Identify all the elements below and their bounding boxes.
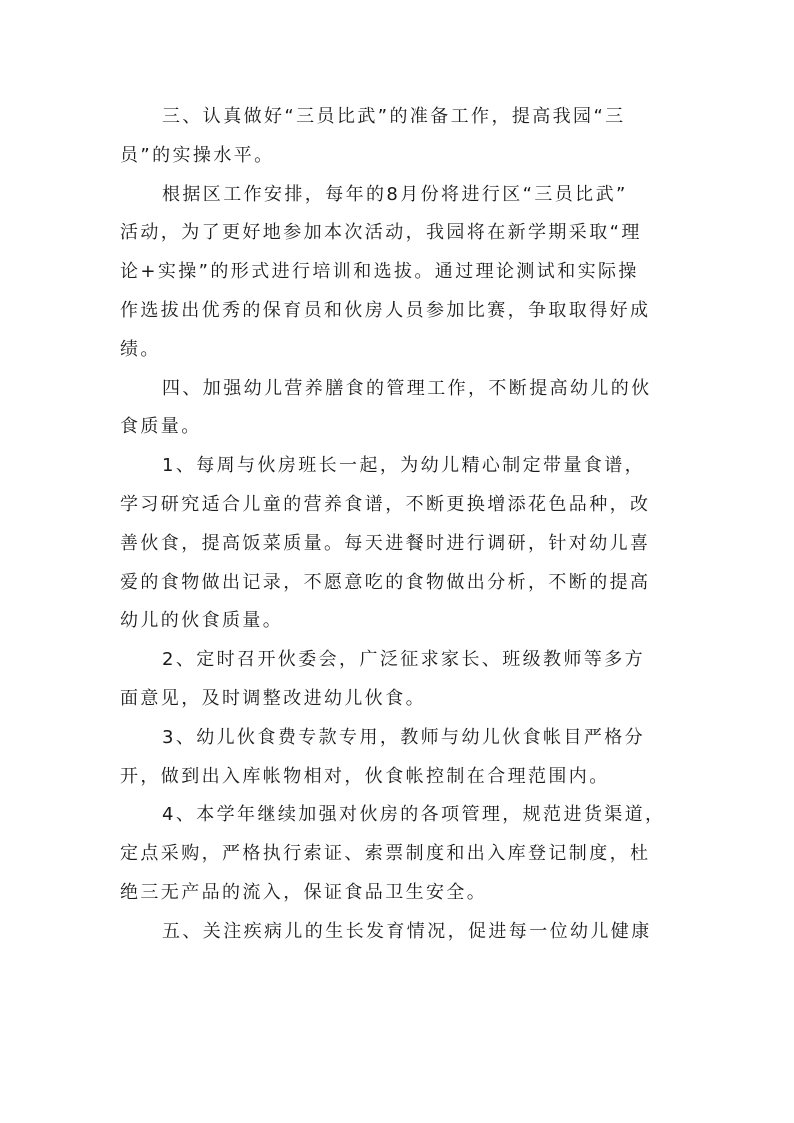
section-5-heading-line-1: 五、关注疾病儿的生长发育情况，促进每一位幼儿健康	[162, 920, 652, 942]
item-1-line-3: 善伙食，提高饭菜质量。每天进餐时进行调研，针对幼儿喜	[120, 532, 651, 554]
section-4-heading-line-1: 四、加强幼儿营养膳食的管理工作，不断提高幼儿的伙	[162, 377, 652, 399]
item-1-line-4: 爱的食物做出记录，不愿意吃的食物做出分析，不断的提高	[120, 571, 651, 593]
document-body	[120, 98, 675, 952]
section-3-paragraph-line-2: 活动，为了更好地参加本次活动，我园将在新学期采取“理	[120, 222, 642, 244]
item-3-line-2: 开，做到出入库帐物相对，伙食帐控制在合理范围内。	[120, 765, 610, 787]
section-3-paragraph-line-1: 根据区工作安排，每年的8月份将进行区“三员比武”	[162, 183, 628, 205]
item-4-line-3: 绝三无产品的流入，保证食品卫生安全。	[120, 881, 488, 903]
item-4-line-2: 定点采购，严格执行索证、索票制度和出入库登记制度，杜	[120, 843, 651, 865]
section-3-paragraph-line-4: 作选拔出优秀的保育员和伙房人员参加比赛，争取取得好成	[120, 299, 651, 321]
section-3-paragraph-line-5: 绩。	[120, 338, 161, 360]
item-4-line-1: 4、本学年继续加强对伙房的各项管理，规范进货渠道，	[162, 804, 666, 826]
section-3-heading-line-1: 三、认真做好“三员比武”的准备工作，提高我园“三	[162, 106, 626, 127]
section-4-heading-line-2: 食质量。	[120, 416, 202, 438]
item-1-line-2: 学习研究适合儿童的营养食谱，不断更换增添花色品种，改	[120, 493, 651, 515]
section-3-heading-line-2: 员”的实操水平。	[120, 144, 275, 166]
item-2-line-2: 面意见，及时调整改进幼儿伙食。	[120, 687, 426, 709]
item-2-line-1: 2、定时召开伙委会，广泛征求家长、班级教师等多方	[162, 649, 646, 671]
item-1-line-5: 幼儿的伙食质量。	[120, 610, 284, 632]
section-3-paragraph-line-3: 论+实操”的形式进行培训和选拔。通过理论测试和实际操	[120, 261, 639, 283]
item-1-line-1: 1、每周与伙房班长一起，为幼儿精心制定带量食谱，	[162, 455, 646, 477]
item-3-line-1: 3、幼儿伙食费专款专用，教师与幼儿伙食帐目严格分	[162, 726, 646, 748]
